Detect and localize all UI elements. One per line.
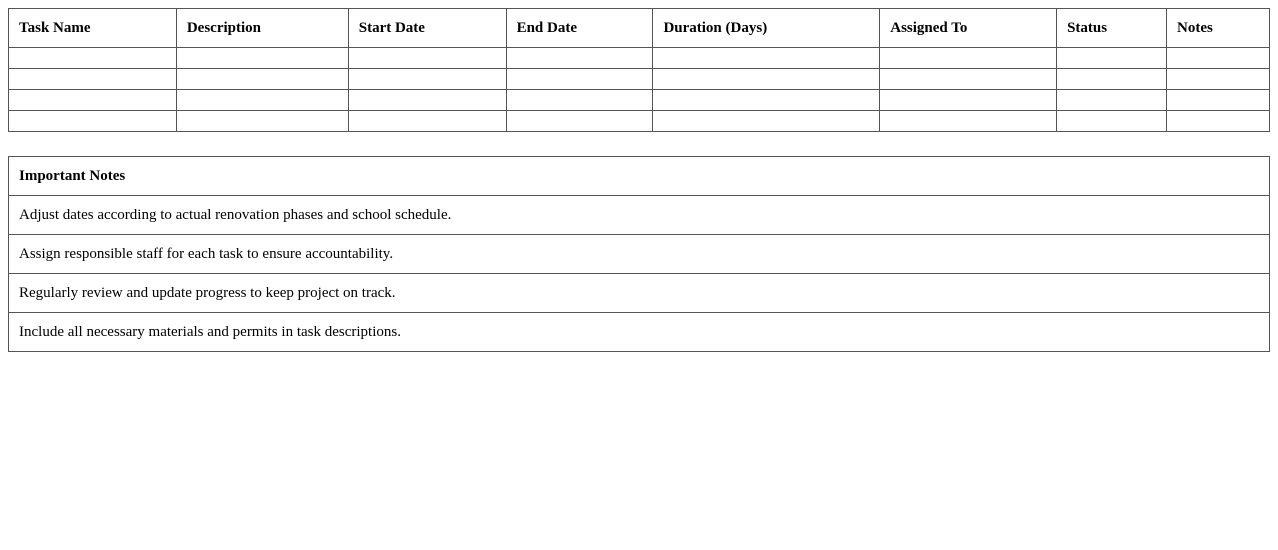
table-row: [9, 48, 1270, 69]
table-cell[interactable]: [653, 48, 880, 69]
table-cell[interactable]: [880, 69, 1057, 90]
table-cell[interactable]: [506, 48, 653, 69]
table-cell[interactable]: [653, 69, 880, 90]
note-item: Regularly review and update progress to keep project on track.: [9, 274, 1270, 313]
table-cell[interactable]: [1167, 90, 1270, 111]
table-cell[interactable]: [1057, 90, 1167, 111]
column-header-description: Description: [176, 9, 348, 48]
table-cell[interactable]: [653, 90, 880, 111]
column-header-status: Status: [1057, 9, 1167, 48]
important-notes-table: [8, 156, 1270, 352]
note-item: Include all necessary materials and permits in task descriptions.: [9, 313, 1270, 352]
column-header-end-date: End Date: [506, 9, 653, 48]
column-header-assigned-to: Assigned To: [880, 9, 1057, 48]
table-cell[interactable]: [1057, 48, 1167, 69]
table-cell[interactable]: [506, 69, 653, 90]
table-cell[interactable]: [9, 69, 177, 90]
table-cell[interactable]: [653, 111, 880, 132]
column-header-task-name: Task Name: [9, 9, 177, 48]
table-cell[interactable]: [9, 111, 177, 132]
note-item: Adjust dates according to actual renovation phases and school schedule.: [9, 196, 1270, 235]
table-cell[interactable]: [1057, 69, 1167, 90]
table-cell[interactable]: [506, 111, 653, 132]
table-row: [9, 69, 1270, 90]
table-cell[interactable]: [880, 111, 1057, 132]
table-cell[interactable]: [506, 90, 653, 111]
table-row: [9, 90, 1270, 111]
note-item: Assign responsible staff for each task to ensure accountability.: [9, 235, 1270, 274]
table-cell[interactable]: [9, 90, 177, 111]
column-header-notes: Notes: [1167, 9, 1270, 48]
column-header-duration: Duration (Days): [653, 9, 880, 48]
table-cell[interactable]: [880, 90, 1057, 111]
table-cell[interactable]: [9, 48, 177, 69]
table-cell[interactable]: [176, 111, 348, 132]
table-row: [9, 111, 1270, 132]
notes-title: Important Notes: [9, 157, 1270, 196]
table-cell[interactable]: [348, 111, 506, 132]
table-cell[interactable]: [1057, 111, 1167, 132]
table-cell[interactable]: [348, 90, 506, 111]
table-cell[interactable]: [348, 48, 506, 69]
table-cell[interactable]: [880, 48, 1057, 69]
table-cell[interactable]: [1167, 69, 1270, 90]
table-cell[interactable]: [1167, 111, 1270, 132]
table-cell[interactable]: [176, 69, 348, 90]
table-cell[interactable]: [176, 48, 348, 69]
table-cell[interactable]: [1167, 48, 1270, 69]
header-row: [9, 9, 1270, 48]
task-table: [8, 8, 1270, 132]
table-cell[interactable]: [348, 69, 506, 90]
column-header-start-date: Start Date: [348, 9, 506, 48]
table-cell[interactable]: [176, 90, 348, 111]
